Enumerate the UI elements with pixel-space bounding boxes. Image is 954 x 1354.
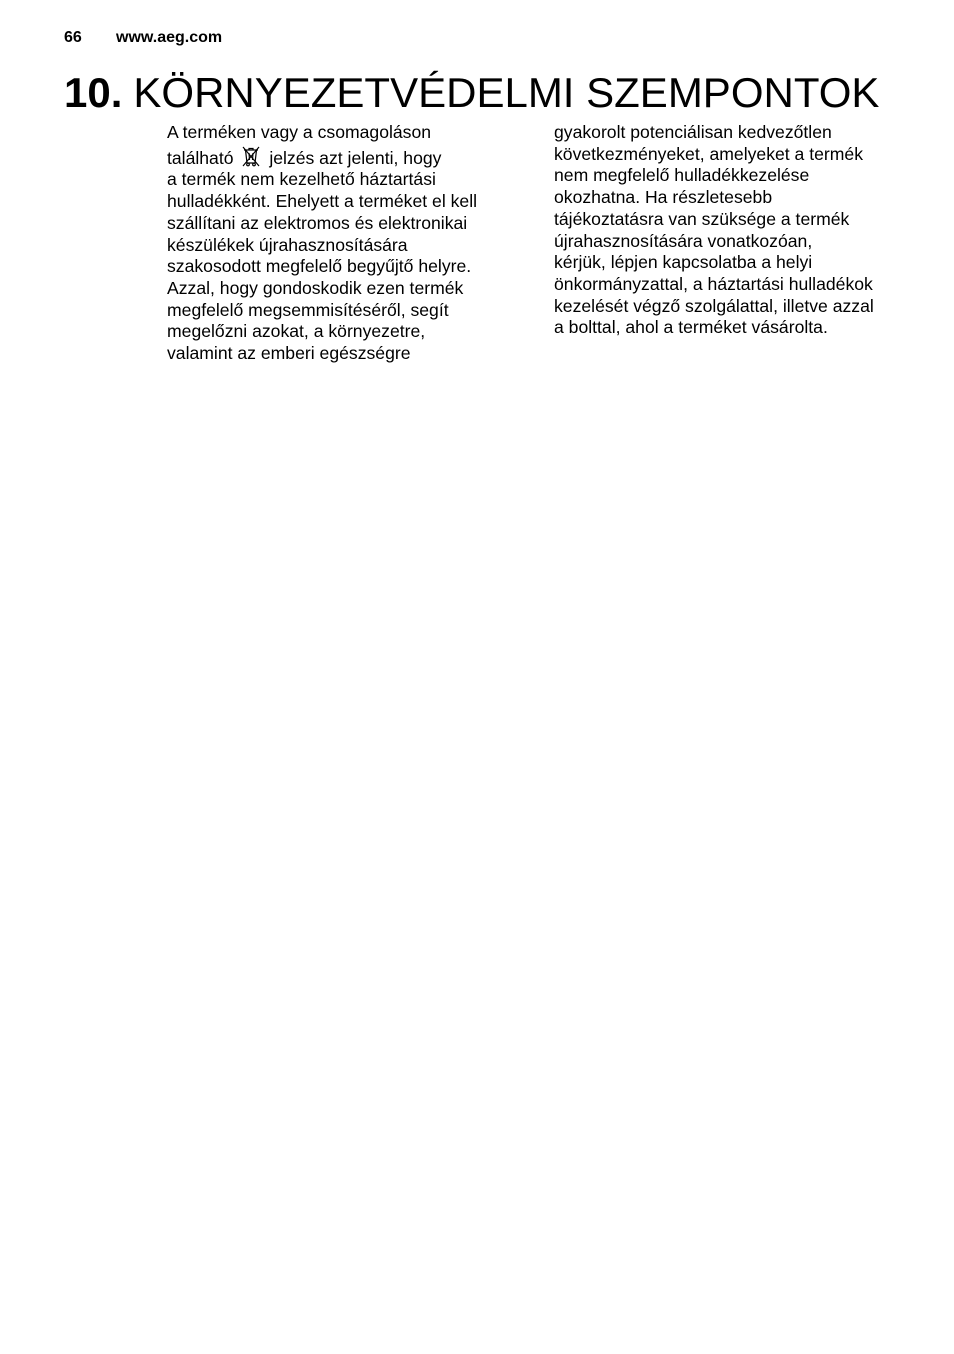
- body-line: hulladékként. Ehelyett a terméket el kell: [167, 191, 478, 212]
- body-line: készülékek újrahasznosítására: [167, 234, 408, 255]
- section-heading: KÖRNYEZETVÉDELMI SZEMPONTOK: [133, 69, 880, 116]
- section-title: [64, 68, 879, 118]
- body-text: jelzés azt jelenti, hogy: [269, 147, 442, 168]
- body-line: újrahasznosítására vonatkozóan,: [554, 230, 813, 251]
- body-line: Azzal, hogy gondoskodik ezen termék: [167, 277, 464, 298]
- body-line: szakosodott megfelelő begyűjtő helyre.: [167, 256, 472, 277]
- page-header: [64, 29, 222, 47]
- site-url: www.aeg.com: [116, 29, 223, 46]
- body-line: szállítani az elektromos és elektronikai: [167, 212, 468, 233]
- body-text: található: [167, 147, 234, 168]
- section-number: 10.: [64, 69, 123, 116]
- page-number: 66: [64, 29, 82, 46]
- body-line: gyakorolt potenciálisan kedvezőtlen: [554, 122, 832, 142]
- body-line: tájékoztatásra van szüksége a termék: [554, 208, 850, 229]
- body-column-right: [554, 122, 924, 339]
- body-line: megfelelő megsemmisítéséről, segít: [167, 299, 449, 320]
- body-line: a termék nem kezelhető háztartási: [167, 169, 436, 190]
- body-line: valamint az emberi egészségre: [167, 343, 411, 364]
- body-column-left: [167, 122, 537, 365]
- body-line: okozhatna. Ha részletesebb: [554, 187, 773, 208]
- body-line: kérjük, lépjen kapcsolatba a helyi: [554, 252, 813, 273]
- body-line: a bolttal, ahol a terméket vásárolta.: [554, 317, 828, 338]
- body-line: A terméken vagy a csomagoláson: [167, 122, 432, 142]
- body-line: kezelését végző szolgálattal, illetve azzal: [554, 295, 874, 316]
- body-line-with-symbol: [167, 144, 537, 170]
- body-line: következményeket, amelyeket a termék: [554, 143, 863, 164]
- body-line: önkormányzattal, a háztartási hulladékok: [554, 273, 873, 294]
- body-line: nem megfelelő hulladékkezelése: [554, 165, 810, 186]
- body-line: megelőzni azokat, a környezetre,: [167, 321, 426, 342]
- crossed-out-wheelie-bin-icon: [239, 144, 263, 168]
